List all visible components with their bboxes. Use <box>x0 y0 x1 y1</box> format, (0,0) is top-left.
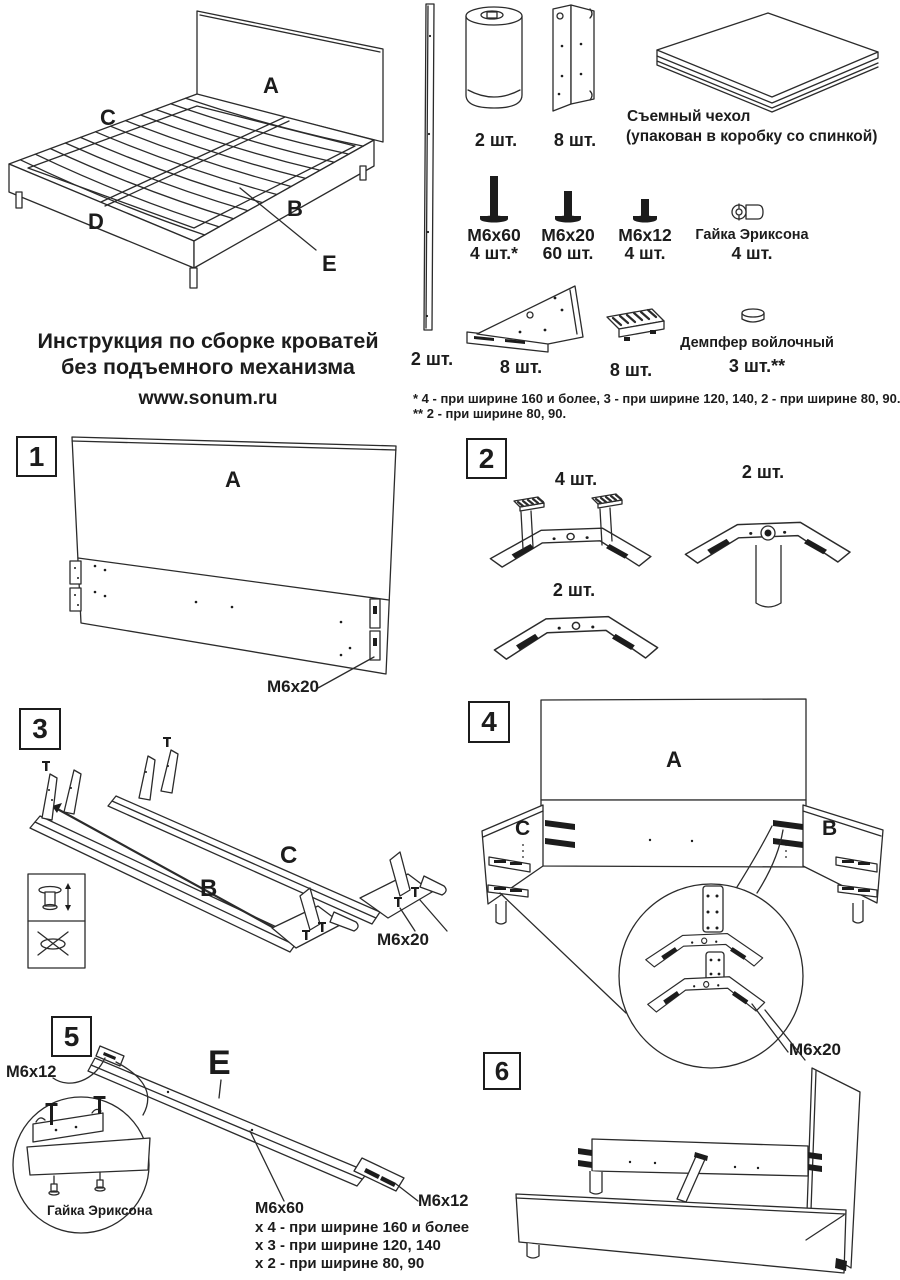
part-leg-drawing <box>466 7 522 108</box>
angle-bracket-qty: 8 шт. <box>553 130 597 150</box>
step5-fastener-left-label: M6x12 <box>6 1063 57 1081</box>
step-4-number-text: 4 <box>481 706 497 737</box>
part-corner-plate-drawing <box>467 286 583 352</box>
doc-title-line1: Инструкция по сборке кроватей <box>37 329 379 353</box>
cover-name: Съемный чехол <box>627 108 751 125</box>
part-bolts-drawing <box>480 176 657 223</box>
step5-fastener-right-label: M6x12 <box>418 1192 469 1210</box>
damper-qty: 3 шт.** <box>728 356 786 376</box>
doc-title-line2: без подъемного механизма <box>61 355 355 379</box>
bolt-m6x20-name: M6x20 <box>541 225 595 245</box>
website-url: www.sonum.ru <box>138 387 278 409</box>
step-1-number-text: 1 <box>28 440 45 472</box>
bed-overview-drawing <box>9 11 383 288</box>
step5-bolt-note-3: x 2 - при ширине 80, 90 <box>255 1255 425 1272</box>
part-angle-bracket-drawing <box>553 5 594 111</box>
overview-label-a: A <box>263 73 279 98</box>
step-6-number <box>483 1052 521 1090</box>
step4-label-b: B <box>822 817 838 840</box>
overview-label-c: C <box>100 105 116 130</box>
step-3-number-text: 3 <box>32 713 48 744</box>
step4-fastener-label: M6x20 <box>789 1040 841 1059</box>
cover-note: (упакован в коробку со спинкой) <box>626 128 878 145</box>
step3-note-icons <box>28 874 85 968</box>
bolt-m6x60-qty: 4 шт.* <box>470 243 518 263</box>
part-erikson-nut-drawing <box>732 204 763 220</box>
step2-pads-qty: 4 шт. <box>554 469 598 489</box>
footnote-2: ** 2 - при ширине 80, 90. <box>413 406 567 421</box>
step1-fastener-label: M6x20 <box>267 677 319 696</box>
overview-label-b: B <box>287 196 303 221</box>
part-felt-damper-drawing <box>742 309 764 322</box>
part-cover-drawing <box>657 13 878 112</box>
corner-plate-qty: 8 шт. <box>499 357 543 377</box>
part-slat-pad-drawing <box>607 309 664 341</box>
slat-pad-qty: 8 шт. <box>609 360 653 380</box>
step6-drawing <box>516 1068 860 1273</box>
footnote-1: * 4 - при ширине 160 и более, 3 - при ширине 120, 140, 2 - при ширине 80, 90. <box>413 391 900 406</box>
step3-label-b: B <box>200 875 218 902</box>
step-6-number-text: 6 <box>494 1055 510 1086</box>
step2-leg-plate-qty: 2 шт. <box>741 462 785 482</box>
leg-qty: 2 шт. <box>474 130 518 150</box>
part-side-slat-drawing <box>424 4 434 330</box>
step4-drawing <box>482 699 883 1068</box>
step-2-number-text: 2 <box>478 442 495 474</box>
step1-label-a: A <box>225 467 241 492</box>
step3-label-c: C <box>280 842 298 869</box>
step-1-number <box>16 436 57 477</box>
step5-nut-label: Гайка Эриксона <box>47 1203 153 1218</box>
step-5-number-text: 5 <box>63 1020 80 1052</box>
bolt-m6x12-qty: 4 шт. <box>624 243 666 263</box>
step5-label-e: E <box>208 1044 231 1082</box>
step5-bolt-note-title: M6x60 <box>255 1200 304 1217</box>
step-4-number <box>468 701 510 743</box>
bolt-m6x12-name: M6x12 <box>618 225 672 245</box>
overview-label-d: D <box>88 209 104 234</box>
bolt-m6x20-qty: 60 шт. <box>542 243 594 263</box>
damper-name: Демпфер войлочный <box>680 335 834 351</box>
nut-qty: 4 шт. <box>731 243 773 263</box>
overview-label-e: E <box>322 251 337 276</box>
step5-bolt-note-2: x 3 - при ширине 120, 140 <box>255 1237 441 1254</box>
bolt-m6x60-name: M6x60 <box>467 225 521 245</box>
step-5-number <box>51 1016 92 1057</box>
step5-bolt-note-1: x 4 - при ширине 160 и более <box>255 1219 470 1236</box>
step-2-number <box>466 438 507 479</box>
step-3-number <box>19 708 61 750</box>
step4-label-c: C <box>515 817 531 840</box>
step4-label-a: A <box>666 747 682 772</box>
nut-name: Гайка Эриксона <box>695 227 809 243</box>
step2-drawing <box>490 494 850 659</box>
side-slat-qty: 2 шт. <box>410 349 454 369</box>
step2-plate-qty: 2 шт. <box>552 580 596 600</box>
step3-fastener-label: M6x20 <box>377 930 429 949</box>
